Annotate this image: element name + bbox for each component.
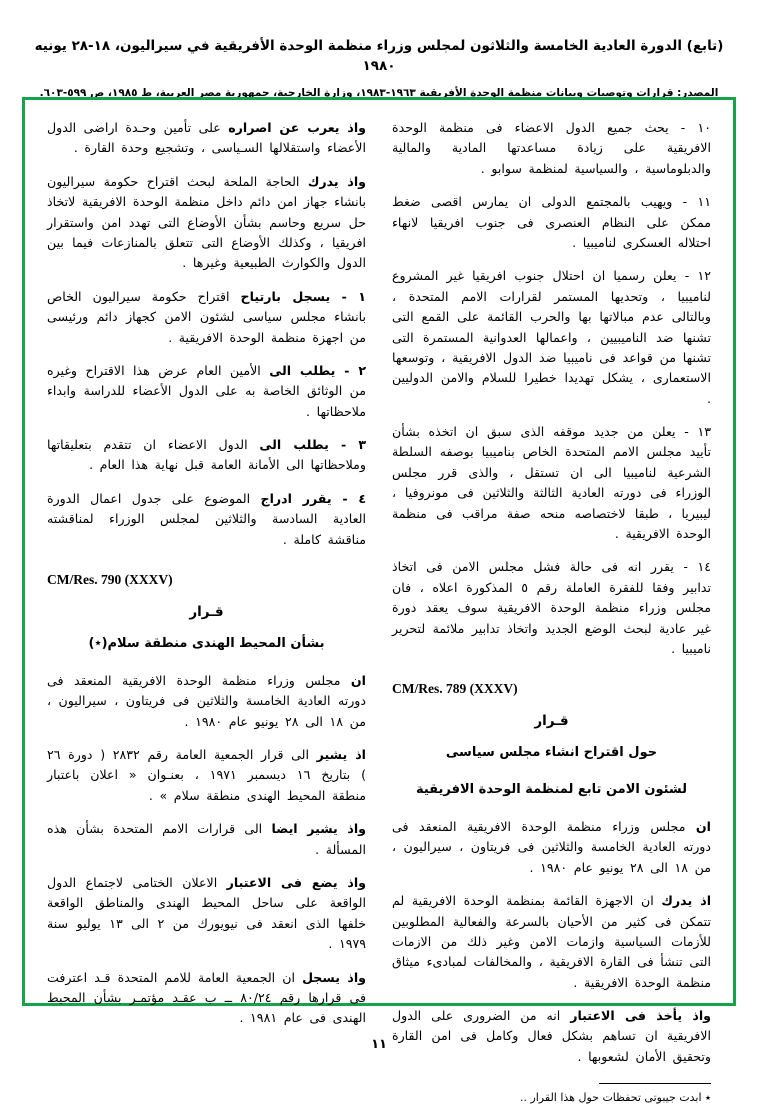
page-number: ١١	[371, 1037, 387, 1052]
numbered-item: ١١ - ويهيب بالمجتمع الدولى ان يمارس اقصى ضغط ممكن على النظام العنصرى فى جنوب افريقيا لانهاء احتلاله العسكرى لناميبيا .	[392, 194, 711, 250]
body-paragraph	[47, 819, 366, 860]
paragraph-lead: اذ يدرك	[661, 893, 712, 909]
footnote-divider	[599, 1083, 711, 1084]
numbered-item	[47, 489, 366, 550]
resolution-heading: قـرار	[189, 604, 224, 621]
two-column-body	[29, 104, 729, 1105]
paragraph-lead: ان	[695, 818, 711, 834]
resolution-heading: قـرار	[534, 713, 569, 730]
body-paragraph	[47, 671, 366, 732]
paragraph-lead: واذ يأخذ فى الاعتبار	[570, 1008, 711, 1024]
item-text: الدول الاعضاء ان تتقدم بتعليقاتها وملاحظاتها الى الأمانة العامة قبل نهاية هذا العام .	[47, 437, 366, 473]
paragraph-lead: واذ يشير ايضا	[271, 821, 366, 837]
resolution-title-line-1: حول اقتراح انشاء مجلس سياسى	[445, 745, 658, 761]
body-paragraph	[47, 118, 366, 159]
column-right	[392, 118, 712, 1105]
paragraph-text: على تأمين وحـدة اراضى الدول الأعضاء واستقلالها السـياسى ، وتشجيع وحدة القارة .	[47, 120, 366, 156]
source-line: المصدر: قرارات وتوصيات وبيانات منظمة الوحدة الأفريقية ١٩٦٣-١٩٨٣، وزارة الخارجية، جمهورية مصر العربية، ط ١٩٨٥، ص ٥٩٩-٦٠٣.	[39, 86, 719, 99]
paragraph-text: الحاجة الملحة لبحث اقتراح حكومة سيراليون بانشاء جهاز امن دائم داخل منظمة الوحدة الافريقية لاتخاذ حل سريع وحاسم بشأن الأوضاع التى تهدد امن واستقرار افريقيا ، وكذلك الأوضاع التى تتعلق بالمنازعات فيما بين الدول والكوارث الطبيعية وغيرها .	[47, 173, 366, 271]
paragraph-lead: اذ يشير	[316, 747, 366, 762]
numbered-item: ١٠ - يحث جميع الدول الاعضاء فى منظمة الوحدة الافريقية على زيادة مساعدتها المادية والمالية والدبلوماسية ، والسياسية لمنظمة سوابو .	[392, 120, 711, 176]
numbered-item	[47, 435, 366, 476]
item-lead: ٤ - يقرر ادراج	[260, 490, 366, 506]
numbered-item	[47, 361, 366, 422]
paragraph-lead: واذ يضع فى الاعتبار	[226, 874, 366, 890]
paragraph-text: الى قرارات الامم المتحدة بشأن هذه المسألة .	[47, 821, 366, 857]
item-text: الأمين العام عرض هذا الاقتراح وغيره من الوثائق الخاصة به على الدول الأعضاء للدراسة وابداء ملاحظاتها .	[47, 362, 366, 419]
item-text: الموضوع على جدول اعمال الدورة العادية السادسة والثلاثين لمجلس الوزراء لمناقشته مناقشة كاملة .	[47, 490, 366, 547]
numbered-item: ١٣ - يعلن من جديد موقفه الذى سبق ان اتخذه بشأن تأييد مجلس الامم المتحدة الخاص بناميبيا بوصفه السلطة الشرعية لناميبيا الى ان تستقل ، والذى قرر مجلس الوزراء فى دورته العادية الثالثة والثلاثين فى مونروفيا ، ليبيريا ، طبقا لاختصاصه منحه صفة مراقب فى منظمة الوحدة الافريقية .	[392, 424, 711, 542]
paragraph-text: الاعلان الختامى لاجتماع الدول الواقعة على ساحل المحيط الهندى والمناطق الواقعة خلفها الذى انعقد فى نيويورك من ٢ الى ١٣ يوليو سنة ١٩٧٩ .	[47, 874, 366, 952]
paragraph-text: الى قرار الجمعية العامة رقم ٢٨٣٢ ( دورة ٢٦ ) بتاريخ ١٦ ديسمبر ١٩٧١ ، بعنـوان « اعلان باعتبار منطقة المحيط الهندى منطقة سلام » .	[47, 747, 366, 803]
page-header	[0, 0, 758, 101]
body-paragraph	[392, 891, 711, 993]
item-lead: ٢ - يطلب الى	[269, 362, 367, 378]
resolution-title-line-1: بشأن المحيط الهندى منطقة سلام(٭)	[88, 636, 325, 652]
paragraph-lead: ان	[350, 672, 366, 688]
paragraph-lead: واذ يعرب عن اصراره	[228, 120, 366, 135]
body-paragraph	[47, 745, 366, 806]
item-lead: ١ - يسجل بارتياح	[240, 288, 366, 304]
numbered-item: ١٢ - يعلن رسميا ان احتلال جنوب افريقيا غير المشروع لناميبيا ، وتحديها المستمر لقرارات الامم المتحدة ، وبالتالى عدم مبالاتها بها والحرب القائمة على القمع التى تشنها ضد الناميبيين ، واعمالها العدوانية المستمرة التى تشنها من قواعد فى ناميبيا ضد الدول الافريقية ، وتوسعها الاستعمارى ، يشكل تهديدا خطيرا للسلام والامن الدوليين .	[392, 268, 711, 406]
body-paragraph	[392, 817, 711, 878]
item-text: اقتراح حكومة سيراليون الخاص بانشاء مجلس سياسى لشئون الامن كجهاز دائم ورئيسى من اجهزة منظمة الوحدة الافريقية .	[47, 288, 366, 345]
resolution-code: CM/Res. 790 (XXXV)	[47, 572, 173, 588]
paragraph-text: ان الاجهزة القائمة بمنظمة الوحدة الافريقية لم تتمكن فى كثير من الأحيان بالسرعة والفعالية المطلوبين للأزمات السياسية وازمات الامن وغير ذلك من الازمات التى تنشأ فى القارة الافريقية ، والمخالفات لمبادىء ميثاق منظمة الوحدة الافريقية .	[392, 893, 711, 990]
paragraph-lead: واذ يدرك	[307, 173, 367, 189]
numbered-item: ١٤ - يقرر انه فى حالة فشل مجلس الامن فى اتخاذ تدابير وفقا للفقرة العاملة رقم ٥ المذكورة اعلاه ، فان مجلس وزراء منظمة الوحدة الافريقية سوف يعقد دورة غير عادية لبحث الوضع الجديد واتخاذ تدابير ملائمة لتحرير ناميبيا .	[392, 559, 711, 656]
item-lead: ٣ - يطلب الى	[259, 437, 367, 453]
resolution-code: CM/Res. 789 (XXXV)	[392, 681, 518, 697]
resolution-title-line-2: لشئون الامن تابع لمنظمة الوحدة الافريقية	[415, 782, 688, 798]
paragraph-lead: واذ يسجل	[302, 969, 366, 985]
footnote-text: ٭ ابدت جيبوتى تحفظات حول هذا القرار ..	[519, 1091, 711, 1105]
body-paragraph	[47, 873, 366, 955]
paragraph-text: ان الجمعية العامة للامم المتحدة قـد اعترفت فى قرارها رقم ٨٠/٢٤ ــ ب عقـد مؤتمـر بشأن المحيط الهندى فى عام ١٩٨١ .	[47, 969, 366, 1026]
numbered-item	[47, 287, 366, 348]
column-left	[47, 118, 367, 1026]
paragraph-text: انه من الضرورى على الدول الافريقية ان تساهم بشكل فعال وكامل فى امن القارة وتحقيق الأمان لشعوبها .	[392, 1008, 711, 1064]
paragraph-text: مجلس وزراء منظمة الوحدة الافريقية المنعقد فى دورته العادية الخامسة والثلاثين فى فريتاون ، سيراليون ، من ١٨ الى ٢٨ يونيو عام ١٩٨٠ .	[392, 818, 711, 875]
running-head: (تابع) الدورة العادية الخامسة والثلاثون لمجلس وزراء منظمة الوحدة الأفريقية في سيراليون، ١٨-٢٨ يونيه ١٩٨٠	[34, 38, 724, 75]
body-paragraph	[47, 968, 366, 1029]
body-paragraph	[47, 172, 366, 274]
paragraph-text: مجلس وزراء منظمة الوحدة الافريقية المنعقد فى دورته العادية الخامسة والثلاثين فى فريتاون ، سيراليون ، من ١٨ الى ٢٨ يونيو عام ١٩٨٠ .	[47, 672, 366, 729]
